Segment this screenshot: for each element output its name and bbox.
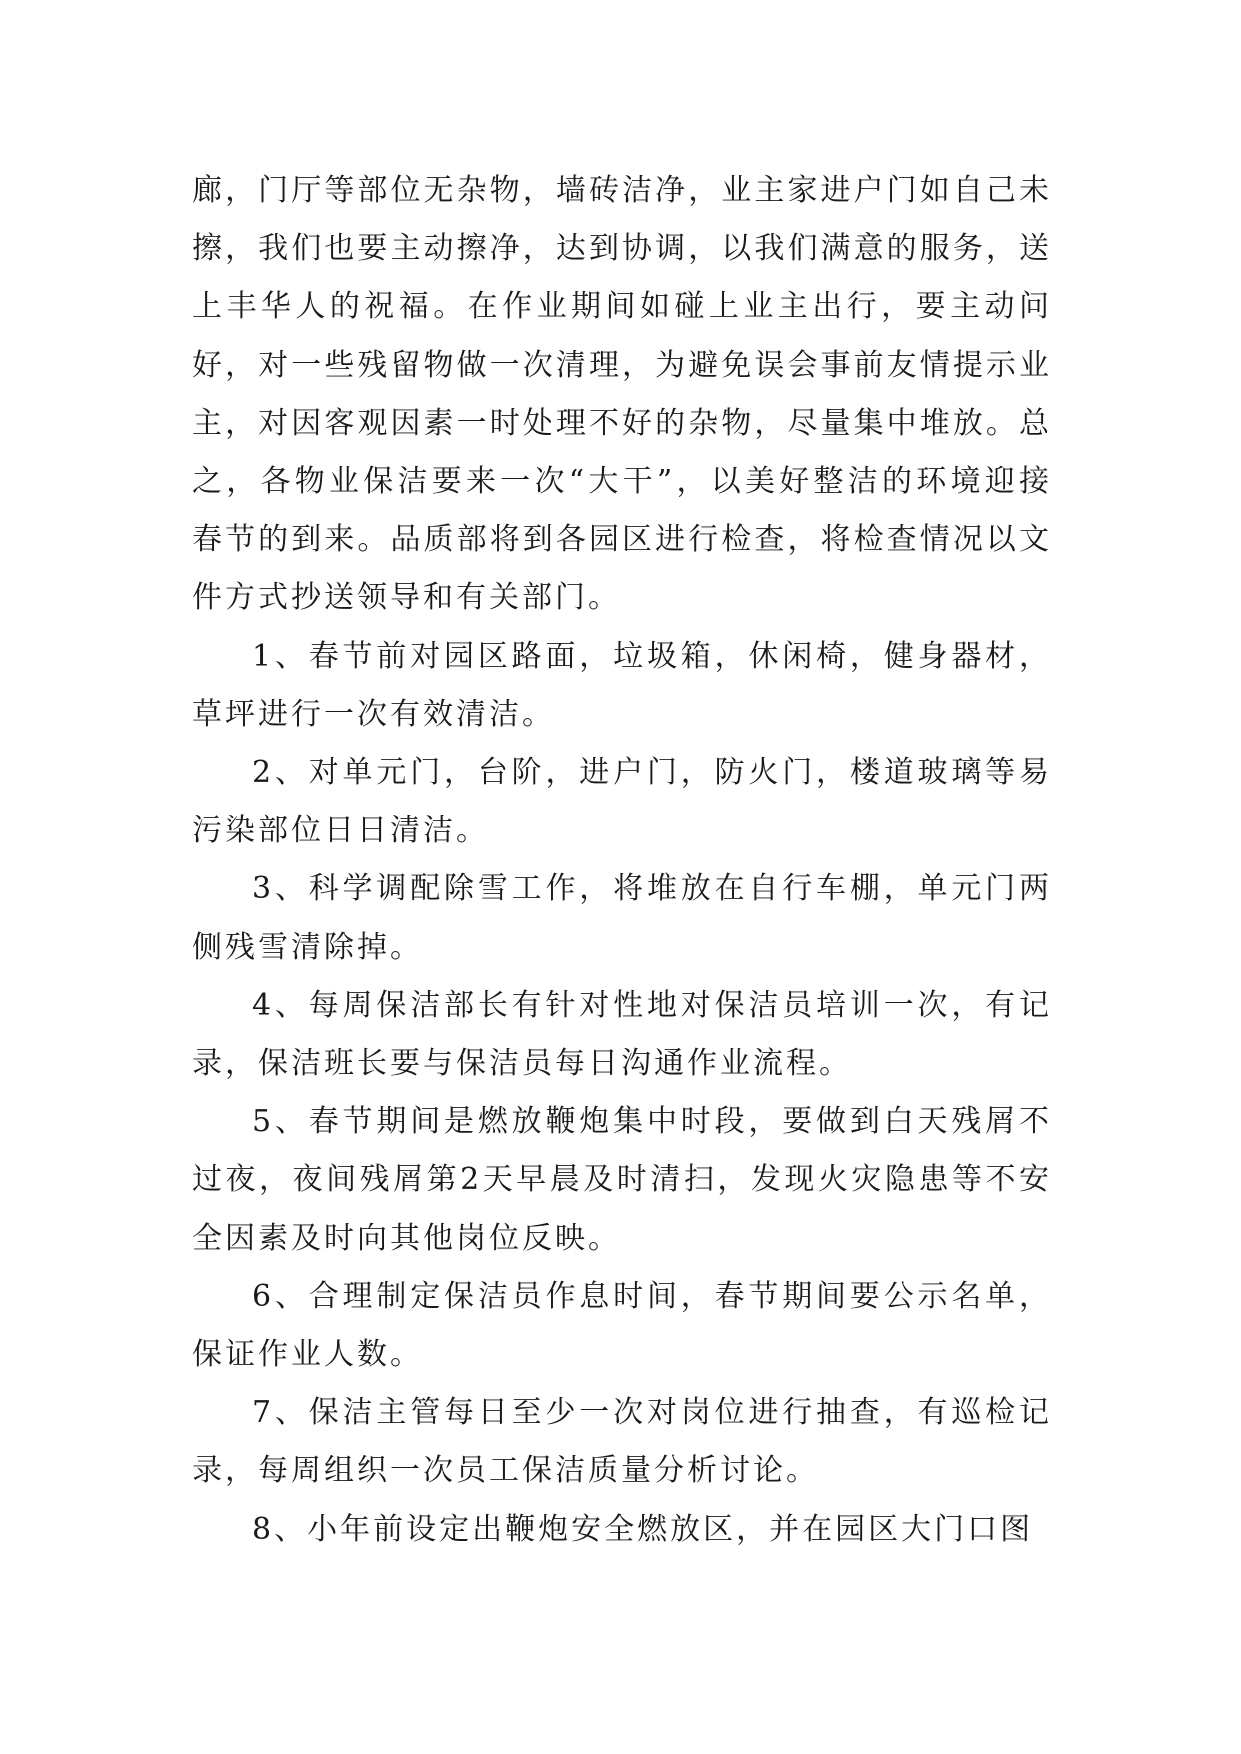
- list-item-4: 4、每周保洁部长有针对性地对保洁员培训一次，有记录，保洁班长要与保洁员每日沟通作业流程。: [192, 987, 1052, 1082]
- list-item-5: 5、春节期间是燃放鞭炮集中时段，要做到白天残屑不过夜，夜间残屑第2天早晨及时清扫，发现火灾隐患等不安全因素及时向其他岗位反映。: [192, 1104, 1052, 1256]
- document-body: [192, 162, 1052, 1559]
- list-item-3: 3、科学调配除雪工作，将堆放在自行车棚，单元门两侧残雪清除掉。: [192, 871, 1052, 965]
- list-item-6: 6、合理制定保洁员作息时间，春节期间要公示名单，保证作业人数。: [192, 1278, 1052, 1373]
- list-item-2: 2、对单元门，台阶，进户门，防火门，楼道玻璃等易污染部位日日清洁。: [192, 755, 1052, 849]
- list-item-7: 7、保洁主管每日至少一次对岗位进行抽查，有巡检记录，每周组织一次员工保洁质量分析讨论。: [192, 1395, 1052, 1489]
- list-item-8: 8、小年前设定出鞭炮安全燃放区，并在园区大门口图: [252, 1511, 1034, 1547]
- list-item-1: 1、春节前对园区路面，垃圾箱，休闲椅，健身器材，草坪进行一次有效清洁。: [192, 638, 1052, 732]
- intro-paragraph: 廊，门厅等部位无杂物，墙砖洁净，业主家进户门如自己未擦，我们也要主动擦净，达到协调，以我们满意的服务，送上丰华人的祝福。在作业期间如碰上业主出行，要主动问好，对一些残留物做一次清理，为避免误会事前友情提示业主，对因客观因素一时处理不好的杂物，尽量集中堆放。总之，各物业保洁要来一次“大干”，以美好整洁的环境迎接春节的到来。品质部将到各园区进行检查，将检查情况以文件方式抄送领导和有关部门。: [192, 173, 1052, 616]
